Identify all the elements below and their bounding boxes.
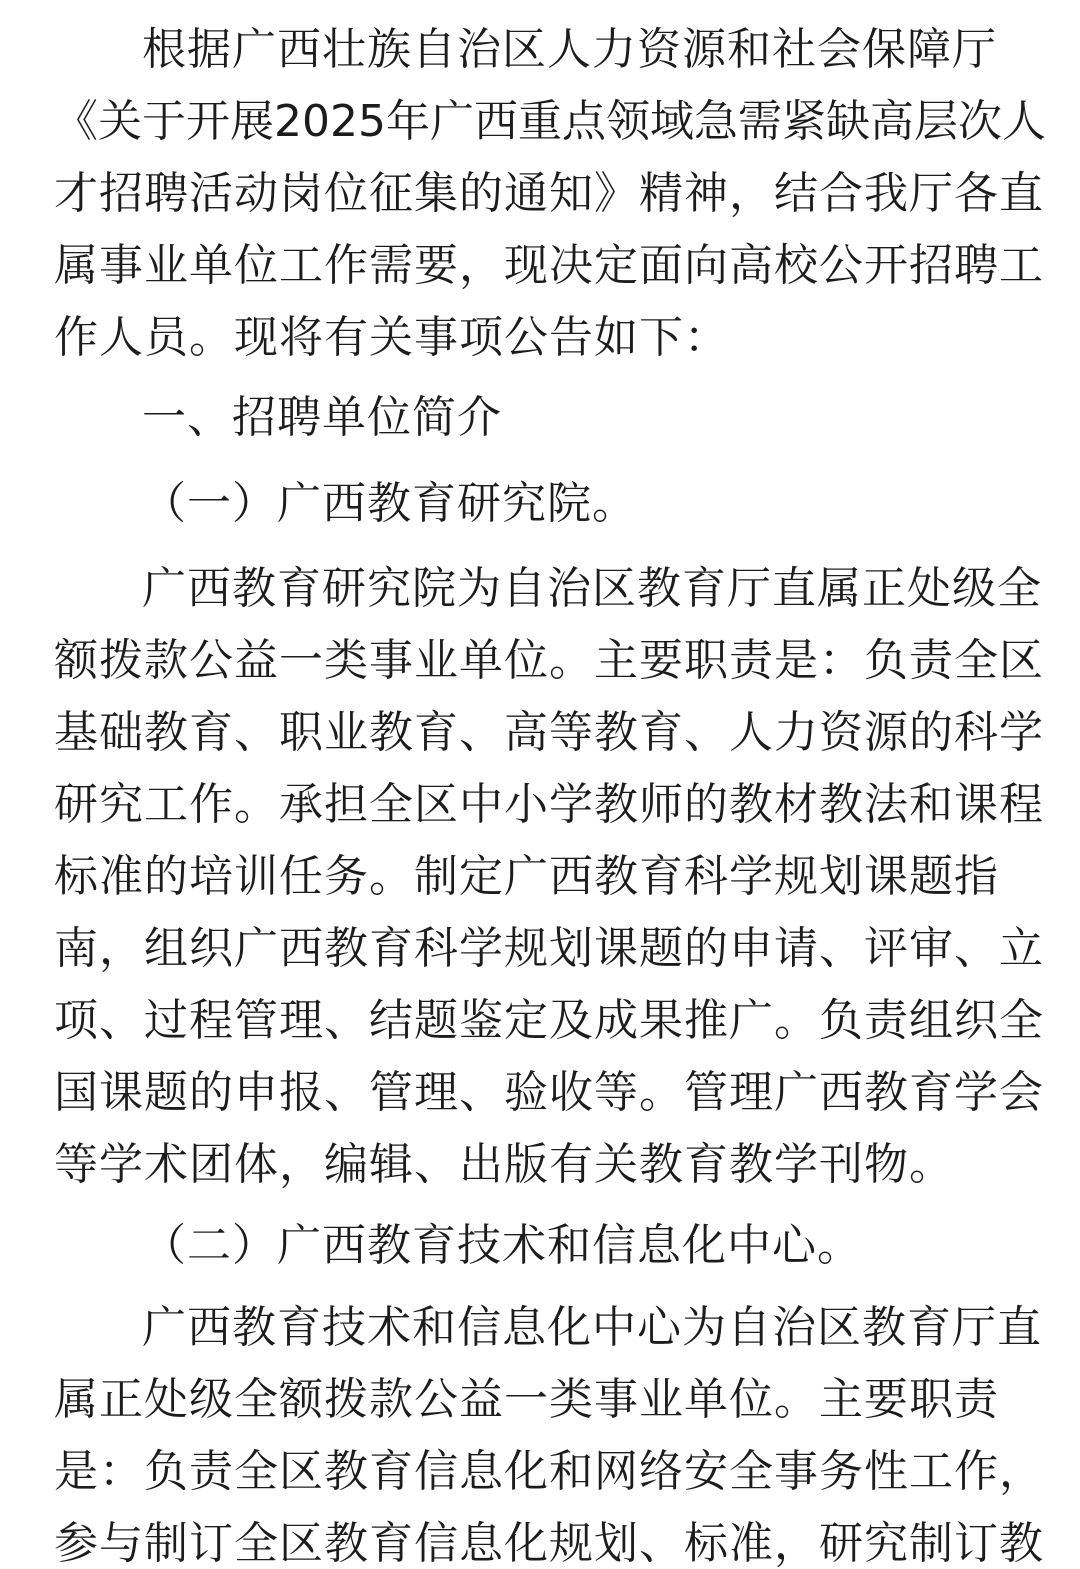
paragraph-research-line-4: 研究工作。承担全区中小学教师的教材教法和课程 [54, 779, 1044, 830]
paragraph-research-line-8: 国课题的申报、管理、验收等。管理广西教育学会 [54, 1067, 1044, 1118]
paragraph-research-line-1: 广西教育研究院为自治区教育厅直属正处级全 [142, 563, 1042, 614]
paragraph-research-line-6: 南，组织广西教育科学规划课题的申请、评审、立 [54, 923, 1044, 974]
paragraph-technology-line-1: 广西教育技术和信息化中心为自治区教育厅直 [142, 1302, 1042, 1353]
intro-paragraph-line-5: 作人员。现将有关事项公告如下： [54, 312, 729, 363]
paragraph-research-line-2: 额拨款公益一类事业单位。主要职责是：负责全区 [54, 635, 1044, 686]
paragraph-technology-line-2: 属正处级全额拨款公益一类事业单位。主要职责 [54, 1374, 999, 1425]
intro-paragraph-line-4: 属事业单位工作需要，现决定面向高校公开招聘工 [54, 240, 1044, 291]
subheading-education-research-institute: （一）广西教育研究院。 [142, 478, 637, 529]
section-heading-recruiting-units: 一、招聘单位简介 [142, 392, 502, 443]
subheading-technology-information-center: （二）广西教育技术和信息化中心。 [142, 1220, 862, 1271]
intro-paragraph-line-2: 《关于开展2025年广西重点领域急需紧缺高层次人 [54, 96, 1046, 147]
paragraph-research-line-3: 基础教育、职业教育、高等教育、人力资源的科学 [54, 707, 1044, 758]
paragraph-technology-line-4: 参与制订全区教育信息化规划、标准，研究制订教 [54, 1518, 1044, 1569]
paragraph-research-line-7: 项、过程管理、结题鉴定及成果推广。负责组织全 [54, 995, 1044, 1046]
paragraph-technology-line-3: 是：负责全区教育信息化和网络安全事务性工作， [54, 1446, 1044, 1497]
intro-paragraph-line-3: 才招聘活动岗位征集的通知》精神，结合我厅各直 [54, 168, 1044, 219]
paragraph-research-line-5: 标准的培训任务。制定广西教育科学规划课题指 [54, 851, 999, 902]
intro-paragraph-line-1: 根据广西壮族自治区人力资源和社会保障厅 [142, 24, 997, 75]
paragraph-research-line-9: 等学术团体，编辑、出版有关教育教学刊物。 [54, 1139, 954, 1190]
